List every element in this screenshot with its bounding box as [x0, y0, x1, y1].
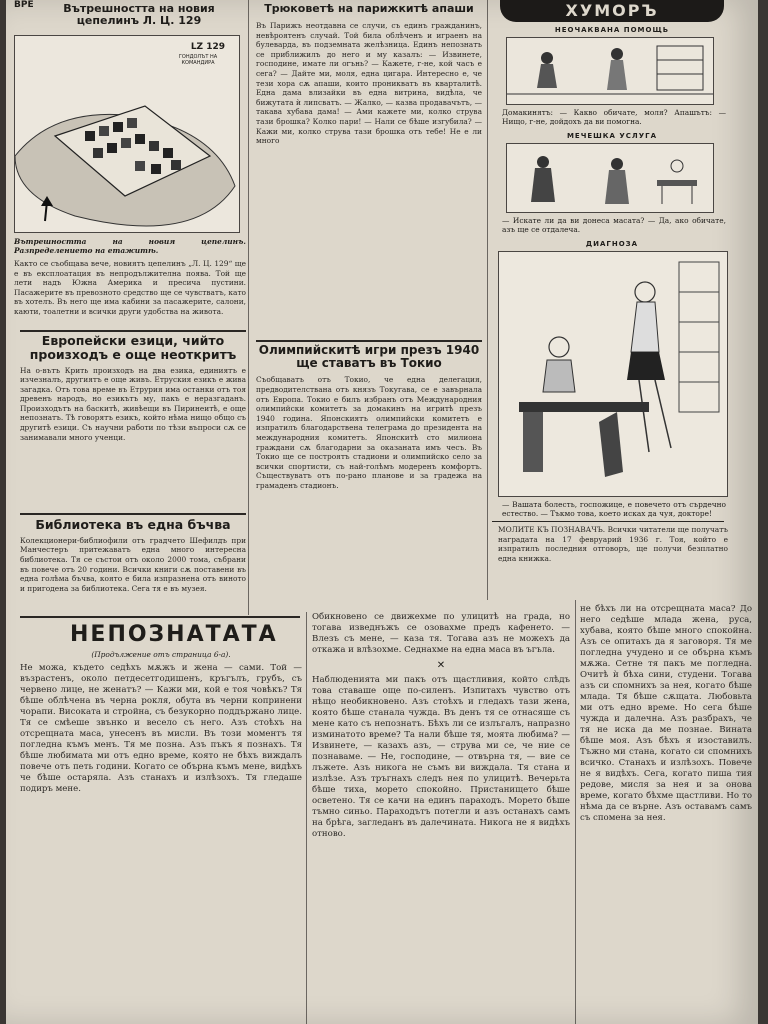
zeppelin-label: LZ 129: [190, 42, 225, 52]
zeppelin-sublabel: ГОНДОЛЪТ НА КОМАНДИРА: [178, 54, 218, 66]
humor-section: [492, 0, 732, 600]
column-rule-2: [487, 0, 488, 600]
cartoon1-illustration: [506, 37, 714, 105]
divider-languages: [20, 513, 246, 515]
cartoon1-title: НЕОЧАКВАНА ПОМОЩЬ: [554, 26, 670, 34]
zeppelin-caption: Вътрешността на новия цепелинъ. Разпределението на етажитѣ.: [14, 237, 246, 255]
olympics-article: [256, 344, 482, 614]
serial-column-2: [312, 612, 570, 1024]
library-body: Колекционери-библиофили отъ градчето Шефилдъ при Манчестеръ притежаватъ една много интересна библиотека. Тя се състои отъ около 2000 тома, събрани въ повече отъ 20 години. Всички книги сѫ поставени въ една голѣма бъчва, която е била изпразнена отъ виното и пригодена за библиотека. Сега тя е въ музея.: [20, 535, 246, 593]
tricks-article: [256, 0, 482, 340]
serial-body-1: Не можа, където седѣхъ мѫжъ и жена — сами. Той — възрастенъ, около петдесетгодишенъ, кръгълъ, грубъ, съ червено лице, не женатъ? — Кажи ми, кой е тоя човѣкъ? Тя бѣше облѣчена въ черна рокля, обута въ черни копринени чорапи. Високата и стройна, съ безукорно поддържано лице. Тя се смѣеше звънко и весело съ него. Азъ стоѣхъ на отсрещната маса, унесенъ въ мисли. Въ този моментъ тя погледна къмъ менъ. Тя ме позна. Азъ пъкъ я познахъ. Тя бѣше любимата ми отъ едно време, която не бѣхъ виждалъ повече отъ петь години. Когато се обърна къмъ мене, видѣхъ че бѣше остаряла. Азъ станахъ и излѣзохъ. Тя гледаше подиръ мене.: [20, 663, 302, 794]
humor-banner: ХУМОРЪ: [500, 0, 724, 22]
cartoon1-caption: Домакинятъ: — Какво обичате, моля? Апашътъ: — Нищо, г-не, дойдохъ да ви помогна.: [502, 108, 726, 126]
cartoon3-illustration: [498, 251, 728, 497]
serial-body-3: Наблюденията ми пакъ отъ щастливия, който слѣдъ това ставаше още по-силенъ. Изпитахъ чувство отъ нѣщо необикновено. Азъ стоѣхъ и гледахъ тази жена, която бѣше станала чужда. Въ денъ тя се отнасяше съ мене като съ непознатъ. Бѣхъ ли се излъгалъ, напразно изминатото време? Та нали бѣше тя, моята любима? — Извинете, — казахъ азъ, — струва ми се, че ние се познаваме. — Не, господине, — отвърна тя, — вие се лъжете. Азъ никога не съмъ ви виждала. Тя стана и излѣзе. Азъ тръгнахъ следъ нея по улицитѣ. Вечерьта бѣше тиха, морето спокойно. Пристанището бѣше осветено. Тя се качи на единъ параходъ. Морето бѣше тъмно синьо. Параходътъ потегли и азъ останахъ самъ на брѣга, загледанъ въ далечината. Никога не я видѣхъ отново.: [312, 675, 570, 839]
newspaper-page: [6, 0, 758, 1024]
serial-column-3: [580, 604, 752, 1024]
zeppelin-headline: Вътрешността на новия цепелинъ Л. Ц. 129: [63, 2, 215, 28]
column-rule-3: [306, 612, 307, 1024]
page-header: ВРЕ: [14, 0, 34, 10]
zeppelin-body: Както се съобщава вече, новиятъ цепелинъ „Л. Ц. 129“ ще е въ експлоатация въ непродължителна поява. Той ще лети надъ Южна Америка и пресича пустини. Пасажерите въ превозното средство ще се чувстватъ, като въ хотелъ. Въ него ще има кабини за пасажерите, салони, каюти, тоалетни и всички други удобства на живота.: [14, 259, 246, 316]
serial-title: НЕПОЗНАТАТА: [70, 622, 278, 647]
languages-headline: Европейски езици, чийто произходъ е още неоткритъ: [29, 334, 237, 362]
zeppelin-article: [14, 0, 246, 330]
cartoon2-drawing: [507, 144, 713, 212]
humor-notice: МОЛИТЕ КЪ ПОЗНАВАЧЪ. Всички читатели ще получатъ наградата на 17 февруарий 1936 г. Тоя, който е изпратилъ последния отговоръ, ще получи безплатно една книжка.: [498, 525, 728, 563]
serial-body-2: Обикновено се движехме по улицитѣ на града, но тогава изведнъжъ се озовахме предъ кафенето. — Влезъ съ мене, — каза тя. Тогава азъ не можехъ да откажа и влѣзохме. Седнахме на една маса въ ъгъла.: [312, 612, 570, 655]
languages-body: На о-вътъ Крить произходъ на два езика, единиятъ е изчезналъ, другиятъ е още живъ. Етруския езикъ е жива загадка. Отъ това време въ Етрурия има останки отъ тоя древенъ народъ, но езикътъ му, пакъ е неразгаданъ. Произходътъ на баскитѣ, живѣещи въ Пиринеитѣ, е още непознатъ. Тѣ говорятъ езикъ, който нѣма нищо общо съ другитѣ езици. Съ научни работи по тѣзи въпроси сѫ се занимавали много ученци.: [20, 365, 246, 442]
library-article: [20, 518, 246, 630]
column-rule-1: [248, 0, 249, 615]
cartoon3-drawing: [499, 252, 727, 496]
olympics-body: Съобщаватъ отъ Токио, че една делегация, предводителствана отъ князъ Токугава, се е завърнала отъ Европа. Токио е билъ избранъ отъ Международния олимпийски комитетъ за домакинъ на игритѣ презъ 1940 година. Японскиятъ олимпийски комитетъ е изпратилъ благодарствена телеграма до президента на международния комитетъ. Японскитѣ сто милиона граждани сѫ благодарни за оказаната имъ чесъ. Въ Токио ще се построятъ стадиони и олимпийско село за всички спортисти, съ най-голѣмъ модеренъ комфортъ. Съществуватъ отъ по-рано планове и за градежа на грамаденъ стадионъ.: [256, 375, 482, 490]
tricks-headline: Трюковетѣ на парижкитѣ апаши: [264, 2, 474, 15]
cartoon2-illustration: [506, 143, 714, 213]
cartoon2-caption: — Искате ли да ви донеса масата? — Да, ако обичате, азъ ще се отдалеча.: [502, 216, 726, 234]
divider-tricks: [256, 340, 482, 342]
cartoon2-title: МЕЧЕШКА УСЛУГА: [566, 132, 658, 140]
cartoon3-title: ДИАГНОЗА: [585, 240, 639, 248]
olympics-headline: Олимпийскитѣ игри презъ 1940 ще ставатъ въ Токио: [258, 344, 480, 371]
cartoon3-caption: — Вашата болесть, госпожице, е повечето отъ сърдечно естество. — Тъкмо това, което исках да чуя, докторе!: [502, 500, 726, 518]
serial-article: [20, 622, 302, 1024]
languages-article: [20, 334, 246, 512]
zeppelin-illustration: [14, 35, 240, 233]
serial-body-4: не бѣхъ ли на отсрещната маса? До него седѣше млада жена, руса, хубава, която бѣше много спокойна. Азъ се опитахъ да я заговоря. Тя ме погледна учудено и се обърна къмъ мѫжа. Сетне тя пакъ ме погледна. Очитѣ ѝ бѣха сини, студени. Тогава азъ си спомнихъ за нея, когато бѣше млада. Тя бѣше сѫщата. Любовьта ми отъ едно време. Но сега бѣше чужда и далечна. Азъ разбрахъ, че тя не иска да ме познае. Вината бѣше моя. Азъ бѣхъ я изоставилъ. Тъжно ми стана, когато си спомнихъ всичко. Станахъ и излѣзохъ. Повече не я видѣхъ. Сега, когато пиша тия редове, мисля за нея и за онова време, когато бѣхме щастливи. Но то нѣма да се върне. Азъ оставамъ самъ съ спомена за нея.: [580, 604, 752, 823]
divider-zeppelin: [20, 330, 246, 332]
column-rule-4: [575, 600, 576, 1024]
section-mark-icon: ✕: [436, 660, 446, 671]
serial-subtitle: (Продължение отъ страница 6-а).: [91, 650, 231, 659]
library-headline: Библиотека въ една бъчва: [35, 518, 231, 532]
divider-bottom: [20, 616, 300, 618]
divider-humor: [492, 521, 724, 522]
cartoon1-drawing: [507, 38, 713, 104]
tricks-body: Въ Парижъ неотдавна се случи, съ единъ гражданинъ, невѣроятенъ случай. Той била облѣченъ и играенъ на булеварда, въ подземната желѣзница. Единъ непознатъ се приближилъ до него и му казалъ: — Извинете, господине, имате ли огънь? — Кажете, г-не, кой часъ е сега? — Дайте ми, моля, една цигара. Интересно е, че тези хора сѫ апаши, които проникватъ въ кварталитѣ. Една дама влизайки въ една витрина, видѣла, че бижутата ѝ липсватъ. — Жалко, — казва продавачътъ, — такава хубава дама! — Ами кажете ми, колко струва тази брошка? Колко пари! — Нали се бѣше изгубила? — Кажи ми, колко струва тази брошка отъ тебе! Не е ли много: [256, 21, 482, 146]
